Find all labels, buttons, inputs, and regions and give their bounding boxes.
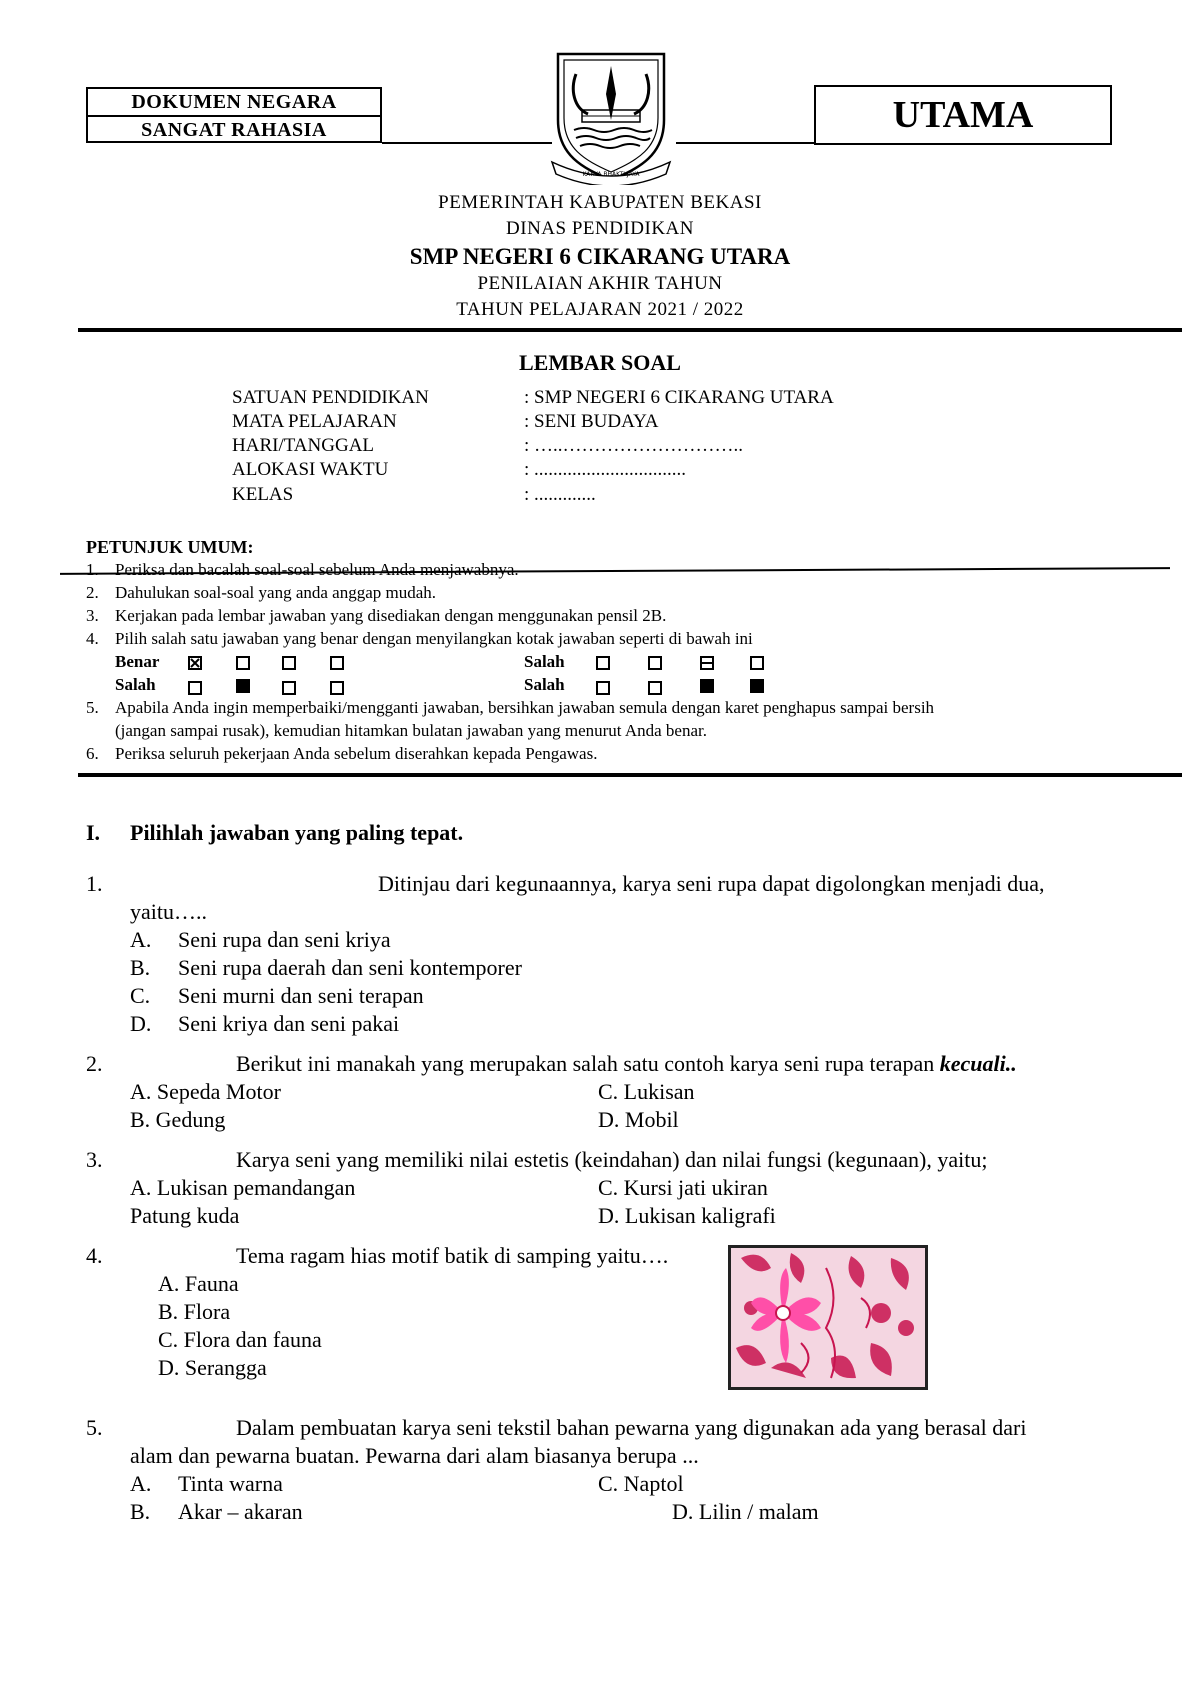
option-text: C. Kursi jati ukiran: [598, 1175, 768, 1200]
header-rule-right: [676, 142, 814, 144]
question-text-cont: alam dan pewarna buatan. Pewarna dari alam biasanya berupa ...: [130, 1443, 699, 1468]
empty-box-icon: [648, 656, 662, 670]
question-text-cont: yaitu…..: [130, 899, 207, 924]
exam-name: PENILAIAN AKHIR TAHUN: [477, 273, 723, 294]
option-text: D. Lukisan kaligrafi: [598, 1203, 776, 1228]
salah-label: Salah: [115, 675, 156, 694]
empty-box-icon: [648, 681, 662, 695]
info-row: [0, 484, 1200, 508]
option-label: B.: [130, 1499, 151, 1524]
info-value: : …..………………………..: [524, 435, 744, 456]
exam-type-badge: UTAMA: [814, 85, 1112, 145]
crossed-box-icon: [188, 656, 202, 670]
empty-box-icon: [330, 656, 344, 670]
option-text: B. Gedung: [130, 1107, 226, 1132]
option-label: D.: [130, 1011, 152, 1036]
doc-class-line1: DOKUMEN NEGARA: [88, 89, 380, 117]
option-text: Tinta warna: [178, 1471, 283, 1496]
option-text: Patung kuda: [130, 1203, 240, 1228]
info-key: ALOKASI WAKTU: [232, 459, 389, 480]
empty-box-icon: [236, 656, 250, 670]
example-row-benar: [0, 652, 1200, 676]
academic-year: TAHUN PELAJARAN 2021 / 2022: [456, 299, 744, 320]
empty-box-icon: [596, 681, 610, 695]
info-row: [0, 435, 1200, 459]
half-filled-box-icon: [700, 656, 714, 670]
info-value: : SENI BUDAYA: [524, 411, 659, 432]
question-text: Ditinjau dari kegunaannya, karya seni rupa dapat digolongkan menjadi dua,: [378, 871, 1045, 896]
instruction-item: 1. Periksa dan bacalah soal-soal sebelum Anda menjawabnya.: [86, 560, 519, 579]
info-key: KELAS: [232, 484, 294, 505]
instruction-item: (jangan sampai rusak), kemudian hitamkan bulatan jawaban yang menurut Anda benar.: [115, 721, 707, 740]
batik-motif-image: [728, 1245, 928, 1390]
question-text: Karya seni yang memiliki nilai estetis (keindahan) dan nilai fungsi (kegunaan), yaitu;: [236, 1147, 988, 1172]
salah-label: Salah: [524, 675, 565, 694]
doc-class-line2: SANGAT RAHASIA: [141, 119, 327, 141]
option-text: C. Lukisan: [598, 1079, 695, 1104]
empty-box-icon: [188, 681, 202, 695]
question-5: 5. Dalam pembuatan karya seni tekstil bahan pewarna yang digunakan ada yang berasal dari: [86, 1415, 1027, 1440]
info-value: : ................................: [524, 459, 687, 480]
empty-box-icon: [750, 656, 764, 670]
question-text: Berikut ini manakah yang merupakan salah satu contoh karya seni rupa terapan kecuali..: [236, 1051, 1017, 1076]
government-name: PEMERINTAH KABUPATEN BEKASI: [438, 192, 762, 213]
info-value: : SMP NEGERI 6 CIKARANG UTARA: [524, 387, 834, 408]
instruction-item: 5. Apabila Anda ingin memperbaiki/mengganti jawaban, bersihkan jawaban semula dengan karet penghapus sampai bersih: [86, 698, 935, 717]
instruction-item: 6. Periksa seluruh pekerjaan Anda sebelum diserahkan kepada Pengawas.: [86, 744, 598, 763]
option-text: Seni rupa daerah dan seni kontemporer: [178, 955, 522, 980]
instructions-divider: [78, 773, 1182, 777]
question-2: 2. Berikut ini manakah yang merupakan salah satu contoh karya seni rupa terapan kecuali..: [86, 1051, 1017, 1076]
option-text: A. Fauna: [158, 1271, 239, 1296]
school-name: SMP NEGERI 6 CIKARANG UTARA: [409, 244, 791, 269]
option-text: C. Flora dan fauna: [158, 1327, 322, 1352]
info-row: [0, 387, 1200, 411]
question-4: 4. Tema ragam hias motif batik di samping yaitu….: [86, 1243, 669, 1268]
option-text: Seni murni dan seni terapan: [178, 983, 424, 1008]
option-text: A. Sepeda Motor: [130, 1079, 281, 1104]
empty-box-icon: [596, 656, 610, 670]
question-text: Dalam pembuatan karya seni tekstil bahan pewarna yang digunakan ada yang berasal dari: [236, 1415, 1027, 1440]
department-name: DINAS PENDIDIKAN: [506, 218, 694, 239]
option-text: D. Mobil: [598, 1107, 679, 1132]
filled-box-icon: [700, 679, 714, 693]
info-row: [0, 411, 1200, 435]
question-3: 3. Karya seni yang memiliki nilai estetis (keindahan) dan nilai fungsi (kegunaan), yaitu;: [86, 1147, 988, 1172]
option-label: B.: [130, 955, 151, 980]
emphasis-text: kecuali..: [939, 1051, 1017, 1076]
option-text: Seni rupa dan seni kriya: [178, 927, 391, 952]
option-text: Seni kriya dan seni pakai: [178, 1011, 400, 1036]
question-1: 1. Ditinjau dari kegunaannya, karya seni rupa dapat digolongkan menjadi dua,: [86, 871, 1045, 896]
filled-box-icon: [236, 679, 250, 693]
sheet-title: LEMBAR SOAL: [519, 350, 681, 375]
empty-box-icon: [282, 656, 296, 670]
option-text: D. Serangga: [158, 1355, 267, 1380]
header-divider: [78, 328, 1182, 332]
instructions-title: PETUNJUK UMUM:: [86, 537, 254, 557]
info-key: MATA PELAJARAN: [232, 411, 397, 432]
section-number: I.: [86, 820, 101, 845]
option-label: A.: [130, 1471, 152, 1496]
regency-logo: [548, 50, 674, 185]
question-text: Tema ragam hias motif batik di samping yaitu….: [236, 1243, 669, 1268]
info-key: HARI/TANGGAL: [232, 435, 375, 456]
option-text: A. Lukisan pemandangan: [130, 1175, 356, 1200]
option-text: B. Flora: [158, 1299, 231, 1324]
info-value: : .............: [524, 484, 596, 505]
salah-label: Salah: [524, 652, 565, 671]
info-key: SATUAN PENDIDIKAN: [232, 387, 429, 408]
option-text: C. Naptol: [598, 1471, 684, 1496]
instruction-item: 4. Pilih salah satu jawaban yang benar dengan menyilangkan kotak jawaban seperti di bawah ini: [86, 629, 753, 648]
empty-box-icon: [330, 681, 344, 695]
instruction-item: 2. Dahulukan soal-soal yang anda anggap mudah.: [86, 583, 437, 602]
filled-box-icon: [750, 679, 764, 693]
info-row: [0, 459, 1200, 483]
example-row-salah: [0, 675, 1200, 699]
logo-motto-text: KARYA BHAKTI JAYA: [582, 171, 640, 178]
benar-label: Benar: [115, 652, 160, 671]
header-rule-left: [382, 142, 552, 144]
option-text: D. Lilin / malam: [672, 1499, 819, 1524]
empty-box-icon: [282, 681, 296, 695]
option-label: C.: [130, 983, 151, 1008]
instruction-item: 3. Kerjakan pada lembar jawaban yang disediakan dengan menggunakan pensil 2B.: [86, 606, 667, 625]
section-title: Pilihlah jawaban yang paling tepat.: [130, 820, 464, 845]
option-label: A.: [130, 927, 152, 952]
document-classification-box: [86, 87, 382, 143]
option-text: Akar – akaran: [178, 1499, 303, 1524]
